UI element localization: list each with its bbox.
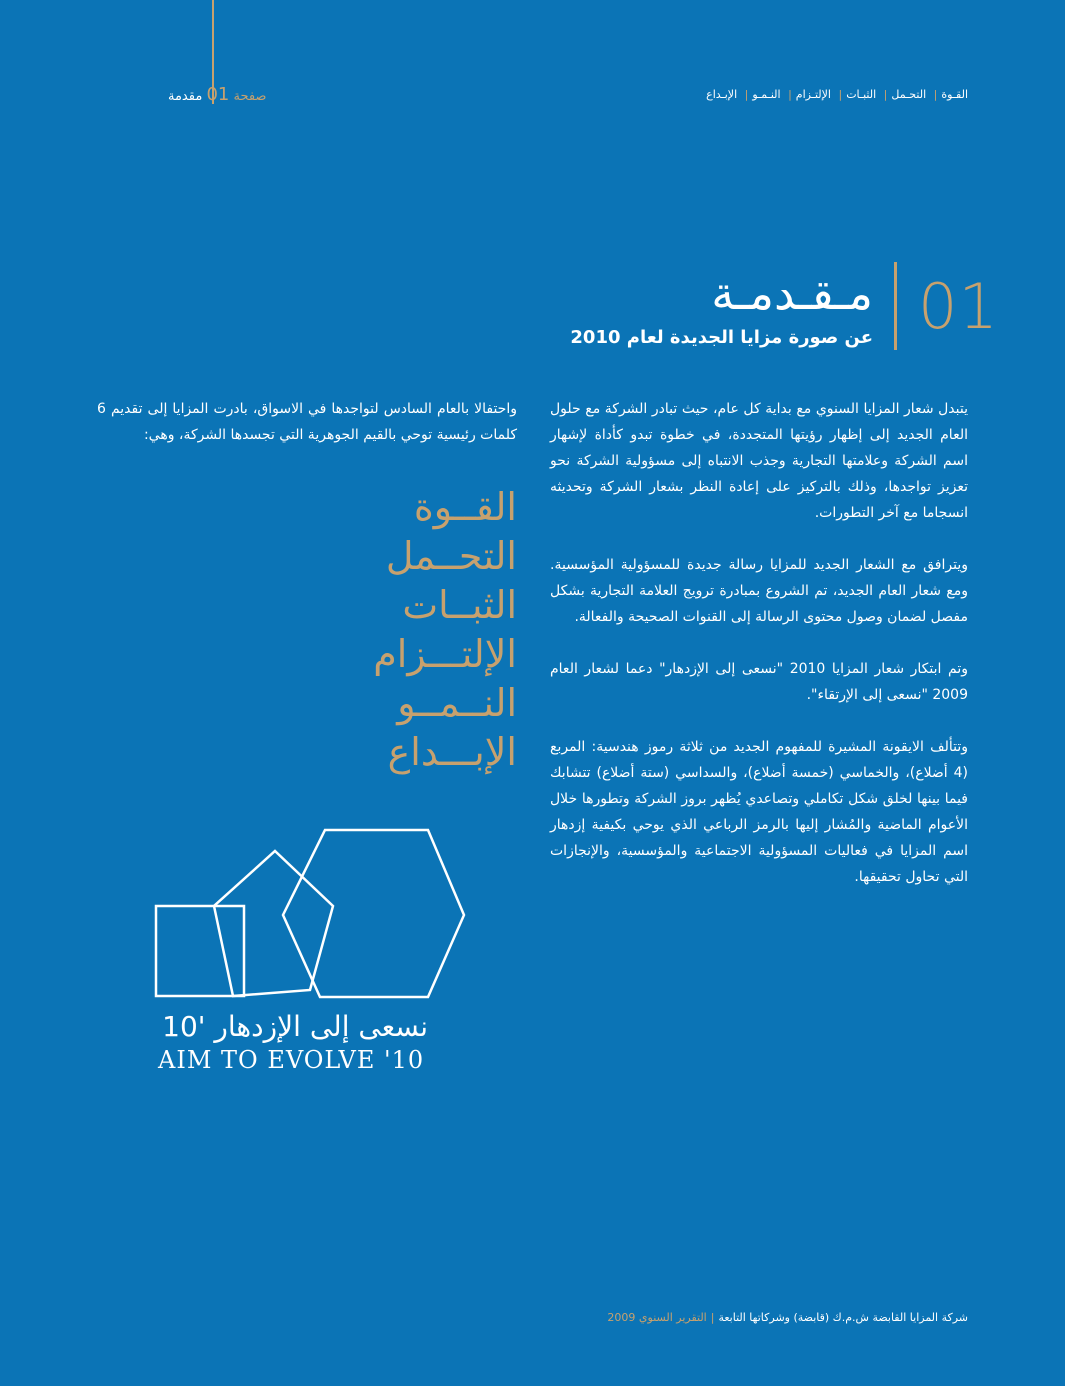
footer-report: التقرير السنوي 2009 bbox=[607, 1311, 707, 1324]
value-stability: الثبــات bbox=[402, 583, 517, 627]
logo-arabic-text: نسعى إلى الإزدهار '10 bbox=[162, 1010, 428, 1043]
nav-item-endurance[interactable]: التحـمل bbox=[891, 88, 927, 101]
nav-item-creativity[interactable]: الإبـداع bbox=[706, 88, 738, 101]
section-number: 01 bbox=[918, 270, 999, 343]
nav-item-growth[interactable]: النـمـو bbox=[752, 88, 781, 101]
footer: شركة المزايا القابضة ش.م.ك (قابضة) وشركاتها التابعة|التقرير السنوي 2009 bbox=[607, 1311, 968, 1324]
paragraph-4: وتتألف الايقونة المشيرة للمفهوم الجديد من ثلاثة رموز هندسية: المربع (4 أضلاع)، والخماسي (خمسة أضلاع)، والسداسي (ستة أضلاع) تتشابك فيما بينها لخلق شكل تكاملي وتصاعدي يُظهر بروز الشركة وتطورها خلال الأعوام الماضية والمُشار إليها بالرمز الرباعي الذي يوحي بكيفية إزدهار اسم المزايا في فعاليات المسؤولية الاجتماعية والمؤسسية، والإنجازات التي تحاول تحقيقها. bbox=[550, 739, 968, 885]
top-nav: القـوة| التحـمل| الثبـات| الإلتـزام| النـمـو| الإبـداع bbox=[706, 88, 968, 101]
paragraph-1: يتبدل شعار المزايا السنوي مع بداية كل عام، حيث تبادر الشركة مع حلول العام الجديد إلى إظهار رؤيتها المتجددة، في خطوة تبدو كأداة لإشهار اسم الشركة وعلامتها التجارية وجذب الانتباه إلى مسؤولية الشركة نحو تعزيز تواجدها، وذلك بالتركيز على إعادة النظر بشعار الشركة وتحديثه انسجاما مع آخر التطورات. bbox=[550, 401, 968, 521]
logo-pentagon bbox=[214, 851, 333, 996]
section-subtitle: عن صورة مزايا الجديدة لعام 2010 bbox=[570, 327, 873, 348]
value-creativity: الإبـــداع bbox=[387, 730, 517, 774]
value-endurance: التحــمل bbox=[385, 534, 517, 578]
footer-company: شركة المزايا القابضة ش.م.ك (قابضة) وشركاتها التابعة bbox=[718, 1311, 968, 1324]
value-commitment: الإلتـــزام bbox=[373, 632, 517, 676]
page-label: صفحة bbox=[233, 89, 267, 104]
logo-english-text: AIM TO EVOLVE '10 bbox=[158, 1046, 425, 1074]
value-strength: القــوة bbox=[413, 485, 517, 529]
nav-item-strength[interactable]: القـوة bbox=[941, 88, 968, 101]
value-growth: النــمــو bbox=[397, 681, 517, 725]
page-number: 01 bbox=[206, 84, 230, 105]
section-title: مـقـدمـة bbox=[711, 266, 873, 320]
paragraph-2: ويترافق مع الشعار الجديد للمزايا رسالة جديدة للمسؤولية المؤسسية. ومع شعار العام الجديد، تم الشروع بمبادرة ترويج العلامة التجارية بشكل مفصل لضمان وصول محتوى الرسالة إلى القنوات الصحيحة والفعالة. bbox=[550, 557, 968, 625]
nav-item-stability[interactable]: الثبـات bbox=[846, 88, 877, 101]
logo-hexagon bbox=[283, 830, 464, 997]
page-section: مقدمة bbox=[168, 89, 203, 104]
paragraph-3: وتم ابتكار شعار المزايا 2010 "نسعى إلى الإزدهار" دعما لشعار العام 2009 "نسعى إلى الإرتقاء". bbox=[550, 661, 968, 703]
values-intro: واحتفالا بالعام السادس لتواجدها في الاسواق، بادرت المزايا إلى تقديم 6 كلمات رئيسية توحي بالقيم الجوهرية التي تجسدها الشركة، وهي: bbox=[97, 401, 517, 443]
nav-item-commitment[interactable]: الإلتـزام bbox=[795, 88, 831, 101]
